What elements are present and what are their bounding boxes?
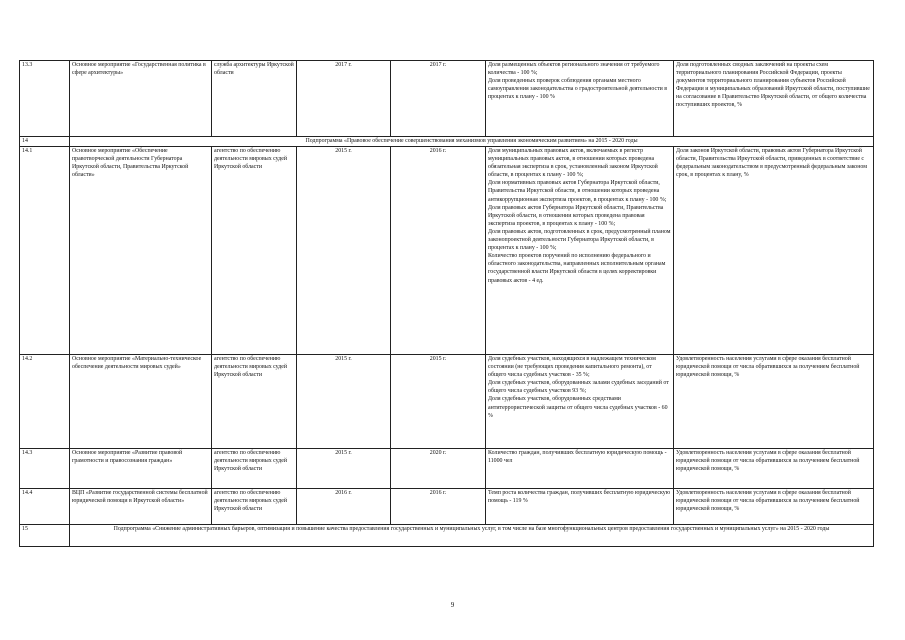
end-year: 2017 г. — [391, 61, 486, 137]
row-number: 14 — [20, 137, 70, 147]
page-number: 9 — [450, 601, 455, 609]
row-number: 14.4 — [20, 489, 70, 525]
end-year: 2020 г. — [391, 449, 486, 489]
target-indicator: Удовлетворенность населения услугами в сфере оказания бесплатной юридической помощи от числа обратившихся за получением бесплатной юридической помощи, % — [674, 489, 874, 525]
end-year: 2016 г. — [391, 147, 486, 355]
start-year: 2015 г. — [297, 147, 391, 355]
target-indicator: Доля законов Иркутской области, правовых актов Губернатора Иркутской области, Правительства Иркутской области, приведенных в соответствие с федеральным законодательством в предусмотренный федеральным законом срок, в процентах к плану, % — [674, 147, 874, 355]
subprogram-title: Подпрограмма «Снижение административных барьеров, оптимизация и повышение качества предоставления государственных и муниципальных услуг, в том числе на базе многофункциональных центров предоставления государственных и муниципальных услуг» на 2015 - 2020 годы — [70, 525, 874, 547]
indicators: Доля судебных участков, находящихся в надлежащем техническом состоянии (не требующих проведения капитального ремонта), от общего числа судебных участков - 35 %; Доля судебных участков, оборудованных залами судебных заседаний от общего числа судебных участков 93 %; Доля судебных участков, оборудованных средствами антитеррористической защиты от общего числа судебных участков - 60 % — [486, 355, 674, 449]
target-indicator: Удовлетворенность населения услугами в сфере оказания бесплатной юридической помощи от числа обратившихся за получением бесплатной юридической помощи, % — [674, 355, 874, 449]
start-year: 2017 г. — [297, 61, 391, 137]
program-table-body — [20, 61, 874, 547]
start-year: 2015 г. — [297, 449, 391, 489]
subprogram-row — [20, 525, 874, 547]
row-number: 13.3 — [20, 61, 70, 137]
program-table — [19, 60, 874, 547]
row-number: 15 — [20, 525, 70, 547]
activity-name: ВЦП «Развитие государственной системы бесплатной юридической помощи в Иркутской области» — [70, 489, 212, 525]
executor: агентство по обеспечению деятельности мировых судей Иркутской области — [212, 449, 297, 489]
activity-name: Основное мероприятие «Развитие правовой грамотности и правосознания граждан» — [70, 449, 212, 489]
row-number: 14.1 — [20, 147, 70, 355]
start-year: 2016 г. — [297, 489, 391, 525]
target-indicator: Удовлетворенность населения услугами в сфере оказания бесплатной юридической помощи от числа обратившихся за получением бесплатной юридической помощи, % — [674, 449, 874, 489]
table-row — [20, 449, 874, 489]
activity-name: Основное мероприятие «Обеспечение правотворческой деятельности Губернатора Иркутской области, Правительства Иркутской области» — [70, 147, 212, 355]
activity-name: Основное мероприятие «Государственная политика в сфере архитектуры» — [70, 61, 212, 137]
executor: агентство по обеспечению деятельности мировых судей Иркутской области — [212, 355, 297, 449]
executor: агентство по обеспечению деятельности мировых судей Иркутской области — [212, 147, 297, 355]
indicators: Количество граждан, получивших бесплатную юридическую помощь - 11000 чел — [486, 449, 674, 489]
table-row — [20, 61, 874, 137]
table-row — [20, 147, 874, 355]
executor: агентство по обеспечению деятельности мировых судей Иркутской области — [212, 489, 297, 525]
subprogram-title: Подпрограмма «Правовое обеспечение совершенствования механизмов управления экономическим развитием» на 2015 - 2020 годы — [70, 137, 874, 147]
row-number: 14.3 — [20, 449, 70, 489]
start-year: 2015 г. — [297, 355, 391, 449]
end-year: 2016 г. — [391, 489, 486, 525]
table-row — [20, 489, 874, 525]
executor: служба архитектуры Иркутской области — [212, 61, 297, 137]
end-year: 2015 г. — [391, 355, 486, 449]
table-row — [20, 355, 874, 449]
indicators: Доля размещенных объектов регионального значения от требуемого количества - 100 %; Доля проведенных проверок соблюдения органами местного самоуправления законодательства о градостроительной деятельности в процентах к плану - 100 % — [486, 61, 674, 137]
row-number: 14.2 — [20, 355, 70, 449]
activity-name: Основное мероприятие «Материально-техническое обеспечение деятельности мировых судей» — [70, 355, 212, 449]
subprogram-row — [20, 137, 874, 147]
target-indicator: Доля подготовленных сводных заключений на проекты схем территориального планирования Российской Федерации, проекты документов территориального планирования субъектов Российской Федерации и муниципальных образований Иркутской области, поступившие на согласование в Правительство Иркутской области, от общего количества поступивших проектов, % — [674, 61, 874, 137]
indicators: Темп роста количества граждан, получивших бесплатную юридическую помощь - 119 % — [486, 489, 674, 525]
indicators: Доля муниципальных правовых актов, включаемых в регистр муниципальных правовых актов, в отношении которых проведена обязательная экспертиза в срок, установленный законом Иркутской области, в процентах к плану - 100 %; Доля нормативных правовых актов Губернатора Иркутской области, Правительства Иркутской области, в отношении которых проведена антикоррупционная экспертиза проектов, в процентах к плану - 100 %; Доля правовых актов Губернатора Иркутской области, Правительства Иркутской области, в отношении которых проведена правовая экспертиза проектов, в процентах к плану - 100 %; Доля правовых актов, подготовленных в срок, предусмотренный планом законопроектной деятельности Губернатора Иркутской области, в процентах к плану - 100 %; Количество проектов поручений по исполнению федерального и областного законодательства, направленных исполнительным органам государственной власти Иркутской области в целях корректировки правовых актов - 4 ед. — [486, 147, 674, 355]
